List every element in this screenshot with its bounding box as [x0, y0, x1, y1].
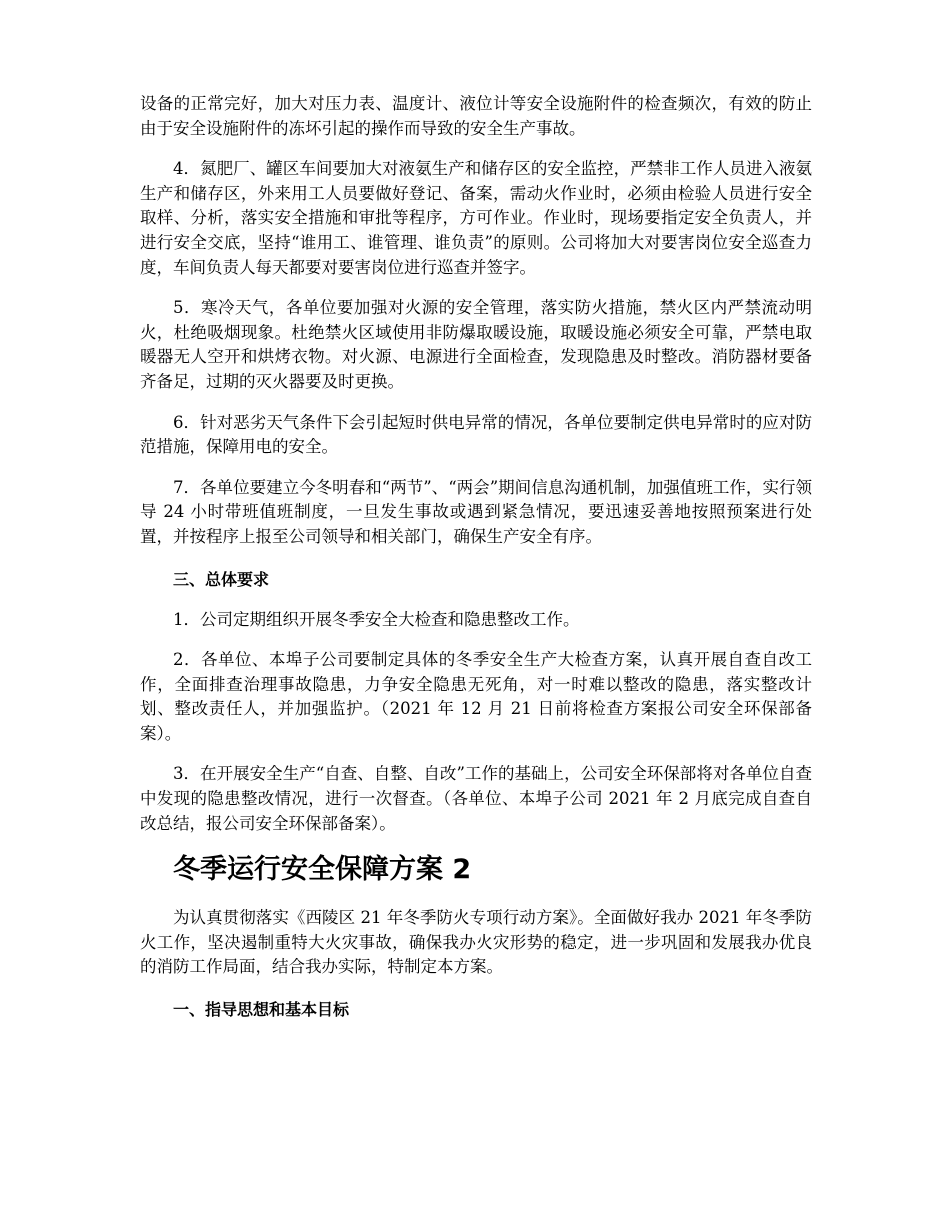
paragraph-item-6: 6．针对恶劣天气条件下会引起短时供电异常的情况，各单位要制定供电异常时的应对防范措施，保障用电的安全。 — [140, 412, 812, 457]
section-heading-overall-requirements: 三、总体要求 — [173, 569, 270, 589]
document-title-2: 冬季运行安全保障方案 2 — [173, 854, 472, 886]
paragraph-item-4: 4．氮肥厂、罐区车间要加大对液氨生产和储存区的安全监控，严禁非工作人员进入液氨生产和储存区，外来用工人员要做好登记、备案，需动火作业时，必须由检验人员进行安全取样、分析，落实安全措施和审批等程序，方可作业。作业时，现场要指定安全负责人，并进行安全交底，坚持“谁用工、谁管理、谁负责”的原则。公司将加大对要害岗位安全巡查力度，车间负责人每天都要对要害岗位进行巡查并签字。 — [140, 159, 812, 277]
document-page — [140, 92, 812, 1022]
intro-paragraph: 为认真贯彻落实《西陵区 21 年冬季防火专项行动方案》。全面做好我办 2021 年冬季防火工作，坚决遏制重特大火灾事故，确保我办火灾形势的稳定，进一步巩固和发展我办优良的消防工作局面，结合我办实际，特制定本方案。 — [140, 908, 812, 977]
section-heading-guiding-ideology: 一、指导思想和基本目标 — [173, 1000, 350, 1020]
requirement-item-3: 3．在开展安全生产“自查、自整、自改”工作的基础上，公司安全环保部将对各单位自查中发现的隐患整改情况，进行一次督查。（各单位、本埠子公司 2021 年 2 月底完成自查自改总结，报公司安全环保部备案）。 — [140, 764, 812, 833]
paragraph-item-7: 7．各单位要建立今冬明春和“两节”、“两会”期间信息沟通机制，加强值班工作，实行领导 24 小时带班值班制度，一旦发生事故或遇到紧急情况，要迅速妥善地按照预案进行处置，并按程序上报至公司领导和相关部门，确保生产安全有序。 — [140, 477, 812, 546]
requirement-item-2: 2．各单位、本埠子公司要制定具体的冬季安全生产大检查方案，认真开展自查自改工作，全面排查治理事故隐患，力争安全隐患无死角，对一时难以整改的隐患，落实整改计划、整改责任人，并加强监护。（2021 年 12 月 21 日前将检查方案报公司安全环保部备案）。 — [140, 650, 812, 743]
requirement-item-1: 1．公司定期组织开展冬季安全大检查和隐患整改工作。 — [173, 609, 580, 629]
paragraph-continuation: 设备的正常完好，加大对压力表、温度计、液位计等安全设施附件的检查频次，有效的防止由于安全设施附件的冻坏引起的操作而导致的安全生产事故。 — [140, 94, 812, 138]
paragraph-item-5: 5．寒冷天气，各单位要加强对火源的安全管理，落实防火措施，禁火区内严禁流动明火，杜绝吸烟现象。杜绝禁火区域使用非防爆取暖设施，取暖设施必须安全可靠，严禁电取暖器无人空开和烘烤衣物。对火源、电源进行全面检查，发现隐患及时整改。消防器材要备齐备足，过期的灭火器要及时更换。 — [140, 298, 812, 391]
